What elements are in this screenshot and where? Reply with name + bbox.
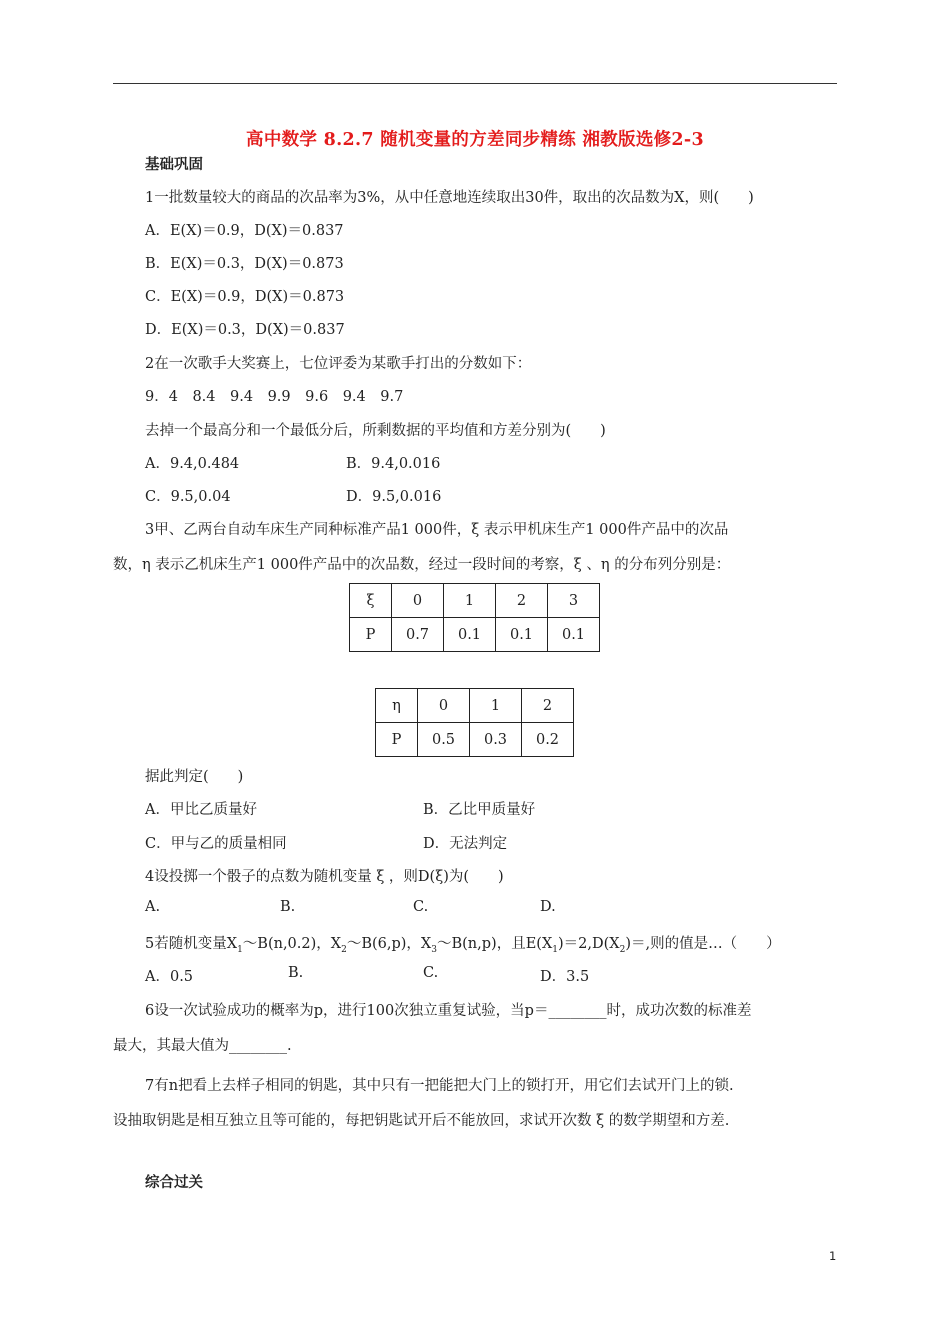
q2-scores: 9．4 8.4 9.4 9.9 9.6 9.4 9.7: [145, 389, 404, 405]
q4-option-c: C.: [413, 899, 429, 915]
q2-stem: 2在一次歌手大奖赛上，七位评委为某歌手打出的分数如下：: [145, 356, 532, 372]
table-cell: 0: [392, 584, 444, 618]
section-heading-basic: 基础巩固: [145, 157, 203, 173]
q5-stem: 5若随机变量$X_1\sim B(n,0.2)$，$X_2\sim B(6,p)$，$X_3\sim B(n,p)$，且$E(X_1)=2,D(X_2)=$,则的值是…（ ）: [145, 936, 781, 955]
table-cell: 2: [522, 689, 574, 723]
table-cell: P: [350, 618, 392, 652]
page-title: 高中数学 8.2.7 随机变量的方差同步精练 湘教版选修2-3: [246, 130, 704, 150]
table-row: [350, 584, 600, 618]
page-number: 1: [829, 1249, 837, 1263]
table-row: [376, 689, 574, 723]
q2-option-b: B．9.4,0.016: [346, 456, 441, 472]
q4-option-a: A.: [145, 899, 161, 915]
table-cell: 0.2: [522, 723, 574, 757]
q3-line1: 3甲、乙两台自动车床生产同种标准产品1 000件，ξ 表示甲机床生产1 000件产品中的次品: [145, 522, 729, 538]
table-cell: P: [376, 723, 418, 757]
q1-option-c: C．E(X)＝0.9，D(X)＝0.873: [145, 289, 345, 305]
table-cell: 2: [496, 584, 548, 618]
distribution-table-xi: [349, 583, 600, 652]
q7-line2: 设抽取钥匙是相互独立且等可能的，每把钥匙试开后不能放回，求试开次数 ξ 的数学期望和方差.: [113, 1113, 730, 1129]
q2-ask: 去掉一个最高分和一个最低分后，所剩数据的平均值和方差分别为( ): [145, 423, 606, 439]
table-cell: 0.1: [548, 618, 600, 652]
table-cell: 1: [444, 584, 496, 618]
q2-option-c: C．9.5,0.04: [145, 489, 231, 505]
header-rule: [113, 83, 837, 84]
q5-option-b: B.: [288, 965, 304, 981]
table-cell: 0.1: [444, 618, 496, 652]
q3-option-c: C．甲与乙的质量相同: [145, 836, 287, 852]
q3-line2: 数，η 表示乙机床生产1 000件产品中的次品数，经过一段时间的考察，ξ 、η 的分布列分别是：: [113, 557, 731, 573]
table-row: [350, 618, 600, 652]
table-row: [376, 723, 574, 757]
section-heading-comprehensive: 综合过关: [145, 1175, 203, 1191]
q5-option-c: C.: [423, 965, 439, 981]
q3-option-d: D．无法判定: [423, 836, 508, 852]
q3-option-b: B．乙比甲质量好: [423, 802, 536, 818]
table-cell: 0.1: [496, 618, 548, 652]
table-cell: 1: [470, 689, 522, 723]
table-cell: 0.3: [470, 723, 522, 757]
table-cell: η: [376, 689, 418, 723]
table-cell: 0.5: [418, 723, 470, 757]
q6-line2: 最大，其最大值为________.: [113, 1038, 292, 1054]
q2-option-d: D．9.5,0.016: [346, 489, 442, 505]
table-cell: ξ: [350, 584, 392, 618]
q4-option-d: D.: [540, 899, 556, 915]
q5-option-a: A．0.5: [145, 969, 194, 985]
q7-line1: 7有n把看上去样子相同的钥匙，其中只有一把能把大门上的锁打开，用它们去试开门上的锁.: [145, 1078, 734, 1094]
table-cell: 3: [548, 584, 600, 618]
table-cell: 0: [418, 689, 470, 723]
q1-option-d: D．E(X)＝0.3，D(X)＝0.837: [145, 322, 345, 338]
q3-option-a: A．甲比乙质量好: [145, 802, 257, 818]
q6-line1: 6设一次试验成功的概率为p，进行100次独立重复试验，当p＝________时，成功次数的标准差: [145, 1003, 752, 1019]
q4-option-b: B.: [280, 899, 296, 915]
q4-stem: 4设投掷一个骰子的点数为随机变量 ξ ，则D(ξ)为( ): [145, 869, 504, 885]
q1-option-b: B．E(X)＝0.3，D(X)＝0.873: [145, 256, 344, 272]
q1-option-a: A．E(X)＝0.9，D(X)＝0.837: [145, 223, 344, 239]
q1-stem: 1一批数量较大的商品的次品率为3%，从中任意地连续取出30件，取出的次品数为X，则( ): [145, 190, 754, 206]
q3-ask: 据此判定( ): [145, 769, 244, 785]
q5-option-d: D．3.5: [540, 969, 590, 985]
distribution-table-eta: [375, 688, 574, 757]
table-cell: 0.7: [392, 618, 444, 652]
q2-option-a: A．9.4,0.484: [145, 456, 240, 472]
